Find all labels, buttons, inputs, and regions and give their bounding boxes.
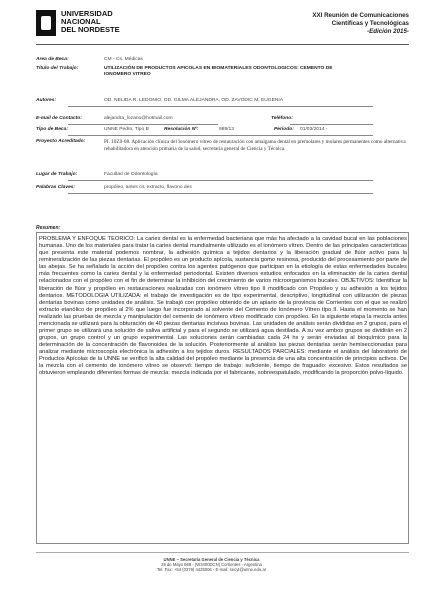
event-header (312, 12, 409, 36)
period-value: 01/03/2014 - (300, 127, 328, 132)
scholarship-underline (68, 135, 373, 136)
resolution-value: 989/13 (219, 127, 234, 132)
scholarship-type-value: UNNE Pedro, Tipo B (104, 127, 149, 132)
header-divider (36, 44, 409, 45)
email-value: alejandra_lozano@hotmail.com (104, 116, 173, 121)
phone-label: Teléfono: (271, 116, 293, 121)
workplace-value: Facultad de Odontología (104, 172, 158, 177)
abstract-label: Resumen: (36, 225, 61, 231)
university-name-line2: NACIONAL (61, 17, 101, 26)
university-name (61, 10, 120, 34)
resolution-label: Resolución Nº: (164, 127, 199, 132)
footer-line2: 25 de Mayo 868 - (W3400DCN) Corrientes - Argentina (161, 562, 262, 568)
email-underline (68, 124, 218, 125)
university-name-line3: DEL NORDESTE (61, 25, 120, 34)
project-label: Proyecto Acreditado: (36, 139, 86, 144)
workplace-row (36, 172, 409, 180)
scholarship-type-label: Tipo de Beca: (36, 127, 68, 132)
project-value: PI. 10Z0-08. Aplicación clínica del Ionómero vítreo de restauración con amalgama dental en premolares y molares permanentes como alternativa rehabilitadora en atención primaria de la salud, secretaría general de Ciencia y Técnica. (104, 139, 406, 152)
period-label: Período: (274, 127, 294, 132)
workplace-label: Lugar de Trabajo: (36, 172, 78, 177)
event-title-line1: XXI Reunión de Comunicaciones (312, 12, 409, 19)
project-row (36, 139, 409, 161)
area-row (36, 57, 409, 65)
workplace-underline (68, 180, 373, 181)
abstract-box (36, 232, 409, 544)
university-logo (36, 10, 120, 36)
authors-value: OD. NELIDA R. LEDONIO, OD. GILMA ALEJANDRA, OD. ZAVODIC M. EUGENIA (104, 98, 283, 103)
authors-label: Autores: (36, 98, 57, 103)
authors-underline (68, 106, 373, 107)
authors-row (36, 98, 409, 106)
keywords-label: Palabras Claves: (36, 185, 76, 190)
university-name-line1: UNIVERSIDAD (61, 9, 113, 18)
email-label: E-mail de Contacto: (36, 116, 82, 121)
area-value: CM - Cs. Médicas (104, 57, 143, 62)
event-title-line2: Científicas y Tecnológicas (331, 20, 409, 27)
footer-line1: UNNE – Secretaría General de Ciencia y Técnica (163, 557, 260, 562)
footer-divider (36, 552, 409, 553)
keywords-underline (68, 193, 373, 194)
phone-underline (290, 124, 373, 125)
keywords-value: propóleo, antes cir, extracto, flavono des (104, 185, 192, 190)
work-title: UTILIZACIÓN DE PRODUCTOS APICOLAS EN BIOMATERIALES ODONTOLOGICOS: CEMENTO DE IONOMERO VITREO (104, 66, 333, 77)
unne-emblem-icon (36, 10, 56, 36)
email-row (36, 116, 409, 124)
event-edition: -Edición 2015- (367, 28, 409, 35)
abstract-text: PROBLEMA Y ENFOQUE TEORICO: La caries dental es la enfermedad bacteriana que más ha afectado a la cavidad bucal en las poblaciones humanas. Uno de los materiales para tratar la caries dental mundialmente utilizado es el ionómero vítreo. Dentro de las principales características que presenta este material podemos nombrar, la adhesión química a tejidos dentarios y la liberación gradual de flúor activo para la remineralización de las piezas dentarias. El propóleo es un producto apícola, sustancia gomo resinosa, producido del procesamiento por parte de las abejas. Se ha señalado la acción del propóleo contra los agentes patógenos que participan en la etiología de estas enfermedades bucales más frecuentes como la caries dental y la enfermedad periodontal. Existen diversos estudios enfocados en la eliminación de la caries dental relacionados con el propóleo con el fin de determinar la inhibición del crecimiento de varios microorganismos bucales. OBJETIVOS: Identificar la liberación de flúor y propóleo en restauraciones realizadas con ionómero vítreo tipo II modificado con Propóleo y su adhesión a los tejidos dentarios. METODOLOGIA UTILIZADA: el trabajo de investigación es de tipo experimental, descriptivo, longitudinal con utilización de piezas dentarias bovinas como unidades de análisis. Se trabajó con propóleo obtenido de un apiario de la provincia de Corrientes con el que se realizó extracto etanólico de propóleo al 2% que luego fue incorporado al solvente del Cemento de Ionómero Vítreo tipo II. Hasta el momento se han realizado las pruebas de mezcla y manipulación del cemento de ionómero vítreo modificado con propóleo. En la siguiente etapa la mezcla antes mencionada se utilizará para la obturación de 40 piezas dentarias incisivas bovinas. Las unidades de análisis serán divididas en 2 grupos, para el primer grupo se utilizará una solución de saliva artificial y para el segundo se utilizará agua destilada. A su vez ambos grupos se dividirán en 2 grupos, un grupo control y un grupo experimental. Las soluciones serán cambiadas cada 24 hs y serán enviadas al bioquímico para la determinación de la concentración de flavonoides de la solución. Posteriormente al análisis las piezas dentarias serán hemiseccionadas para analizar mediante microscopía electrónica la adhesión a los tejidos duros. RESULTADOS PARCIALES: mediante el análisis del laboratorio de Productos Apícolas de la UNNE se verificó la alta calidad del propóleo mediante la presencia de una alta concentración de principios activos. De la mezcla con el cemento de ionómero vítreo se observó: tiempo de trabajo: suficiente, tiempo de fraguado: excesivo. Estos resultados se obtuvieron empleando diferentes formas de mezcla: mezcla indicada por el fabricante, sobreespatulado, modificando la proporción polvo-líquido. (39, 236, 407, 377)
title-row (36, 66, 409, 82)
footer-line3: Tel. Fax: +54 (0379) 4425006 - E-mail: secyt@unne.edu.ar (156, 567, 267, 573)
title-label: Título del Trabajo: (36, 66, 79, 71)
area-label: Area de Beca: (36, 57, 69, 62)
keywords-row (36, 185, 409, 193)
footer (0, 557, 423, 573)
scholarship-row (36, 127, 409, 135)
